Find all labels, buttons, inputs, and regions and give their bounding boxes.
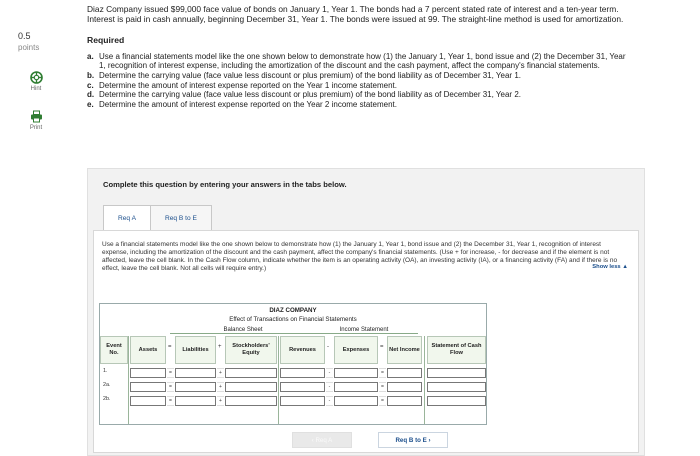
- input-net-income-2b[interactable]: [387, 396, 422, 406]
- requirement-item: [87, 71, 632, 81]
- worksheet-company: DIAZ COMPANY: [269, 307, 317, 314]
- opcell: =: [379, 382, 386, 392]
- next-req-button[interactable]: Req B to E ›: [378, 432, 448, 448]
- tab-req-b-to-e[interactable]: Req B to E: [150, 205, 212, 231]
- input-liabilities-2b[interactable]: [175, 396, 216, 406]
- requirement-text: Use a financial statements model like the one shown below to demonstrate how (1) the January 1, Year 1, bond issue and (2) the December 31, Year 1, recognition of interest expense, including the amortization of the discount and the cash payment, affect the company's financial statements.: [99, 51, 626, 71]
- operator-equals: =: [168, 344, 172, 350]
- income-statement-label: Income Statement: [310, 327, 418, 334]
- opcell: =: [167, 382, 174, 392]
- header-assets: Assets: [130, 336, 166, 364]
- opcell: +: [217, 368, 224, 378]
- opcell: +: [217, 382, 224, 392]
- requirement-letter: a.: [87, 51, 94, 61]
- requirement-navigation: [292, 432, 448, 448]
- requirement-letter: d.: [87, 90, 95, 100]
- left-rail: [0, 0, 72, 456]
- print-button[interactable]: [24, 110, 48, 131]
- requirement-item: [87, 52, 632, 71]
- requirement-item: [87, 81, 632, 91]
- answer-panel: [87, 168, 645, 456]
- points-value: 0.5: [18, 31, 31, 41]
- opcell: -: [326, 382, 333, 392]
- opcell: -: [326, 396, 333, 406]
- input-net-income-2a[interactable]: [387, 382, 422, 392]
- input-liabilities-1[interactable]: [175, 368, 216, 378]
- requirement-text: Determine the amount of interest expense reported on the Year 1 income statement.: [99, 80, 397, 90]
- header-liabilities: Liabilities: [175, 336, 216, 364]
- input-net-income-1[interactable]: [387, 368, 422, 378]
- points-indicator: [18, 31, 39, 53]
- input-cash-flow-1[interactable]: [427, 368, 486, 378]
- input-assets-1[interactable]: [130, 368, 166, 378]
- input-cash-flow-2a[interactable]: [427, 382, 486, 392]
- input-assets-2a[interactable]: [130, 382, 166, 392]
- requirement-item: [87, 90, 632, 100]
- opcell: -: [326, 368, 333, 378]
- requirement-letter: c.: [87, 80, 94, 90]
- hint-button[interactable]: [24, 71, 48, 92]
- worksheet-title: Effect of Transactions on Financial Statements: [229, 316, 357, 323]
- header-revenues: Revenues: [280, 336, 325, 364]
- row-label-2a: 2a.: [103, 382, 111, 388]
- requirement-text: Determine the carrying value (face value less discount or plus premium) of the bond liability as of December 31, Year 2.: [99, 90, 521, 100]
- hint-label: Hint: [30, 86, 42, 92]
- header-event-no: Event No.: [100, 336, 128, 364]
- points-label: points: [18, 43, 40, 52]
- tab-req-a[interactable]: Req A: [103, 205, 151, 231]
- header-cash-flow: Statement of Cash Flow: [427, 336, 486, 364]
- requirement-text: Determine the amount of interest expense reported on the Year 2 income statement.: [99, 99, 397, 109]
- print-icon: [30, 110, 43, 123]
- tab-content: [93, 230, 639, 453]
- panel-heading: Complete this question by entering your answers in the tabs below.: [103, 180, 347, 189]
- input-expenses-1[interactable]: [334, 368, 378, 378]
- financial-statements-worksheet: [99, 303, 487, 425]
- hint-icon: [30, 71, 43, 84]
- column-divider: [424, 336, 425, 424]
- requirement-item: [87, 100, 632, 110]
- header-stockholders-equity: Stockholders' Equity: [225, 336, 277, 364]
- header-net-income: Net Income: [387, 336, 422, 364]
- opcell: =: [167, 396, 174, 406]
- required-heading: Required: [87, 34, 125, 45]
- requirement-text: Determine the carrying value (face value less discount or plus premium) of the bond liability as of December 31, Year 1.: [99, 71, 521, 80]
- prev-req-button[interactable]: ‹ Req A: [292, 432, 352, 448]
- input-revenues-2b[interactable]: [280, 396, 325, 406]
- show-less-link[interactable]: Show less ▲: [592, 264, 628, 270]
- question-content: [87, 4, 632, 109]
- input-revenues-1[interactable]: [280, 368, 325, 378]
- operator-plus: +: [218, 344, 222, 350]
- input-expenses-2a[interactable]: [334, 382, 378, 392]
- input-revenues-2a[interactable]: [280, 382, 325, 392]
- input-assets-2b[interactable]: [130, 396, 166, 406]
- row-label-1: 1.: [103, 368, 108, 374]
- opcell: =: [379, 396, 386, 406]
- requirement-letter: e.: [87, 99, 94, 109]
- input-expenses-2b[interactable]: [334, 396, 378, 406]
- question-intro: Diaz Company issued $99,000 face value of bonds on January 1, Year 1. The bonds had a 7 percent stated rate of interest and a ten-year term. Interest is paid in cash annually, beginning December 31, Year 1. The bonds were issued at 99. The straight-line method is used for amortization.: [87, 4, 624, 25]
- opcell: +: [217, 396, 224, 406]
- header-expenses: Expenses: [334, 336, 378, 364]
- input-equity-1[interactable]: [225, 368, 277, 378]
- column-divider: [128, 336, 129, 424]
- input-equity-2b[interactable]: [225, 396, 277, 406]
- input-cash-flow-2b[interactable]: [427, 396, 486, 406]
- tab-bar: [103, 205, 211, 231]
- input-liabilities-2a[interactable]: [175, 382, 216, 392]
- balance-sheet-label: Balance Sheet: [170, 327, 316, 334]
- operator-minus: -: [327, 344, 329, 350]
- opcell: =: [167, 368, 174, 378]
- instructions-text: Use a financial statements model like the one shown below to demonstrate how (1) the January 1, Year 1, bond issue and (2) the December 31, Year 1, recognition of interest expense, including the amortization of the discount and the cash payment, affect the company's financial statements. (Use + for increase, - for decrease and if the element is not affected, leave the cell blank. In the Cash Flow column, indicate whether the item is an operating activity (OA), an investing activity (IA), or a financing activity (FA) and if there is no effect, leave the cell blank. Not all cells will require entry.): [102, 241, 618, 273]
- opcell: =: [379, 368, 386, 378]
- requirements-list: [87, 52, 632, 110]
- requirement-letter: b.: [87, 71, 95, 80]
- print-label: Print: [29, 125, 43, 131]
- column-divider: [278, 336, 279, 424]
- operator-equals-2: =: [380, 344, 384, 350]
- input-equity-2a[interactable]: [225, 382, 277, 392]
- row-label-2b: 2b.: [103, 396, 111, 402]
